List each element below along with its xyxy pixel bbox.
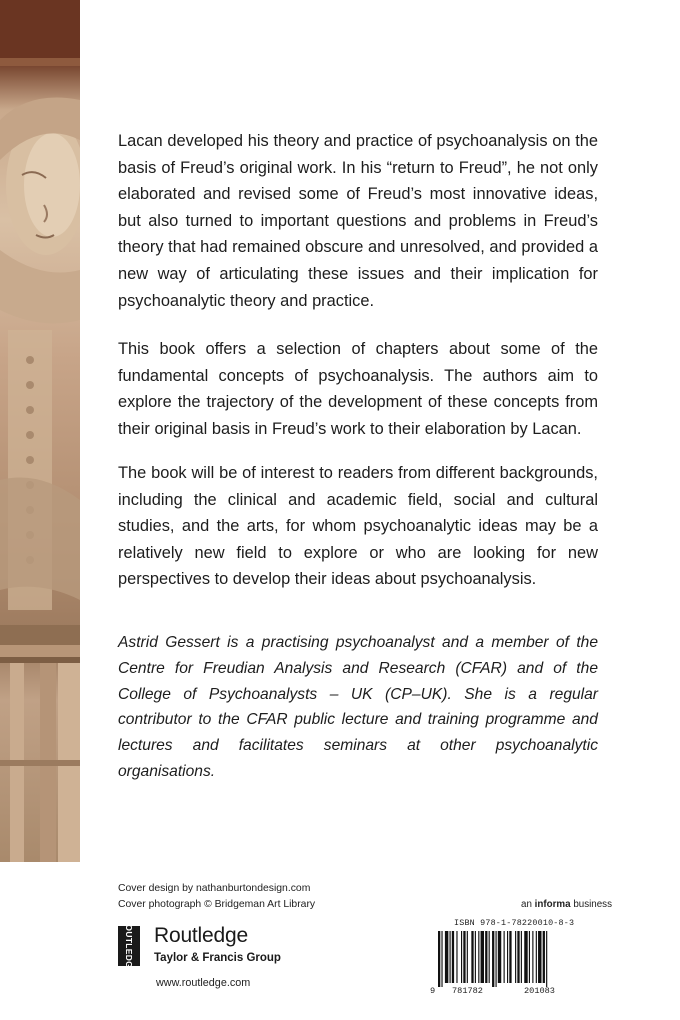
description-paragraph-1: Lacan developed his theory and practice of psychoanalysis on the basis of Freud’s original work. In his “return to Freud”, he not only elaborated and revised some of Freud’s most innovative ideas, but also turned to important questions and problems in Freud’s theory that had remained obscure and unresolved, and provided a new way of articulating these issues and their implication for psychoanalytic theory and practice. (118, 132, 598, 310)
barcode-group-2: 201083 (524, 986, 555, 996)
barcode-bar (524, 931, 527, 983)
barcode-bar (463, 931, 465, 983)
barcode-bar (461, 931, 462, 983)
barcode-bar (492, 931, 494, 987)
barcode-bar (521, 931, 522, 983)
informa-business-tag: an informa business (521, 899, 612, 910)
barcode-bars-icon (428, 931, 590, 987)
barcode-bar (509, 931, 511, 983)
author-bio: Astrid Gessert is a practising psychoanalyst and a member of the Centre for Freudian Analysis and Research (CFAR) and of the College of Psychoanalysts – UK (CP–UK). She is a regular contributor to the CFAR public lecture and training programme and lectures and facilitates seminars at other psychoanalytic organisations. (118, 634, 598, 780)
barcode-bar (498, 931, 501, 983)
barcode-bar (445, 931, 448, 983)
cover-photo-credit: Cover photograph © Bridgeman Art Library (118, 899, 316, 910)
publisher-name: Routledge (154, 924, 248, 947)
credits (118, 881, 315, 913)
description-paragraph-2: This book offers a selection of chapters about some of the fundamental concepts of psychoanalysis. The authors aim to explore the trajectory of the development of these concepts from their original basis in Freud’s work to their elaboration by Lacan. (118, 340, 598, 438)
barcode-bar (536, 931, 537, 983)
cover-photo-strip (0, 0, 80, 862)
statue-photo-icon (0, 0, 80, 862)
barcode-bar (481, 931, 484, 983)
routledge-mark-icon: ROUTLEDGE (118, 926, 140, 966)
barcode-bar (529, 931, 530, 983)
barcode-bar (532, 931, 533, 983)
publisher-group: Taylor & Francis Group (154, 952, 281, 964)
isbn-barcode (428, 918, 590, 1014)
isbn-label: ISBN 978-1-78220010-8-3 (454, 918, 575, 928)
barcode-bar (485, 931, 487, 983)
barcode-bar (441, 931, 442, 987)
publisher-logo (118, 917, 298, 975)
barcode-bar (507, 931, 508, 983)
barcode-bar (475, 931, 476, 983)
barcode-group-1: 781782 (452, 986, 483, 996)
barcode-bar (496, 931, 497, 987)
barcode-lead-digit: 9 (430, 986, 436, 996)
cover-design-credit: Cover design by nathanburtondesign.com (118, 883, 311, 894)
publisher-website: www.routledge.com (156, 977, 251, 989)
barcode-bar (478, 931, 479, 983)
barcode-bar (489, 931, 490, 983)
barcode-bar (517, 931, 519, 983)
barcode-bar (471, 931, 473, 983)
barcode-bar (452, 931, 454, 983)
barcode-bar (515, 931, 516, 983)
barcode-bar (504, 931, 505, 983)
barcode-bar (456, 931, 457, 983)
barcode-bar (543, 931, 545, 983)
barcode-bar (538, 931, 541, 983)
description-paragraph-3: The book will be of interest to readers from different backgrounds, including the clinical and academic field, social and cultural studies, and the arts, for whom psychoanalytic ideas may be a relatively new field to explore or who are looking for new perspectives to develop their ideas about psychoanalysis. (118, 464, 598, 589)
barcode-bar (546, 931, 547, 987)
barcode-bar (467, 931, 468, 983)
barcode-bar (438, 931, 440, 987)
barcode-bar (450, 931, 451, 983)
